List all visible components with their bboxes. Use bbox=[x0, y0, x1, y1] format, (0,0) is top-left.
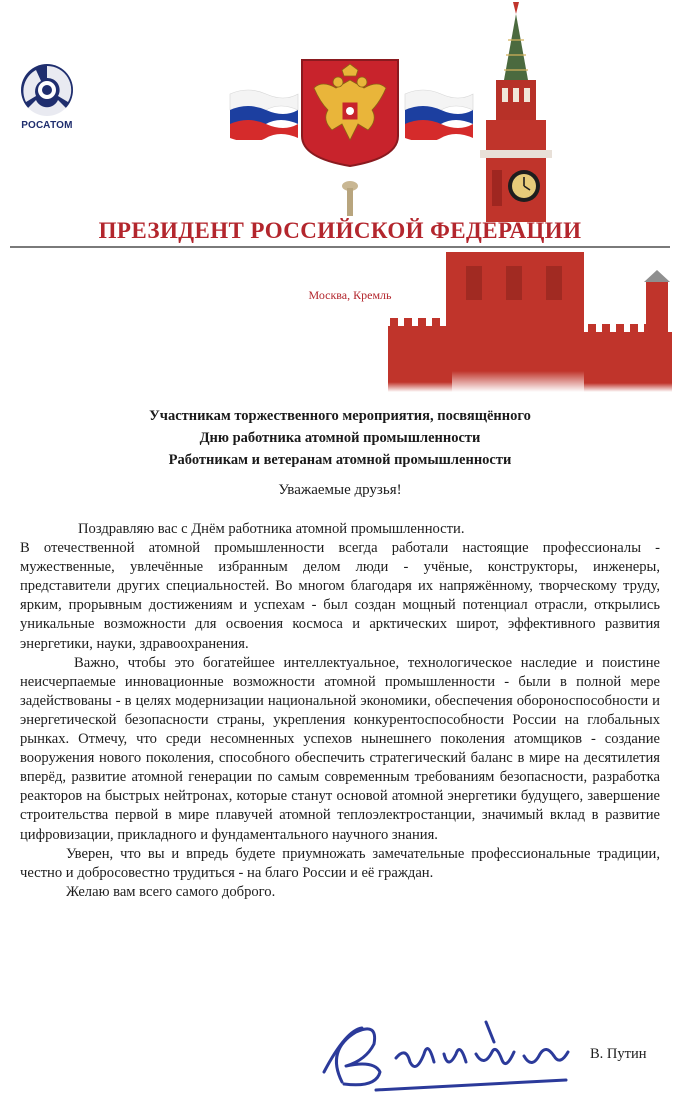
president-title: ПРЕЗИДЕНТ РОССИЙСКОЙ ФЕДЕРАЦИИ bbox=[98, 218, 582, 243]
rosatom-logo-icon bbox=[14, 62, 80, 118]
signer-name: В. Путин bbox=[590, 1046, 647, 1062]
signature-mark bbox=[316, 1010, 576, 1094]
paragraph: Важно, чтобы это богатейшее интеллектуальное, технологическое наследие и поистине неисчерпаемые инновационные возможности атомной промышленности - были в полной мере задействованы - в целях модернизации национальной экономики, обеспечения обороноспособности и энергетической безопасности страны, укрепления конкурентоспособности России на глобальных рынках. Отмечу, что среди несомненных успехов нынешнего поколения атомщиков - создание вооружения нового поколения, способного обеспечить стратегический баланс в мире на десятилетия вперёд, развитие атомной генерации по самым современным требованиям безопасности, разработка реакторов на быстрых нейтронах, которые станут основой атомной энергетики будущего, завершение строительства первой в мире плавучей атомной теплоэлектростанции, значимый вклад в развитие цифровизации, прикладного и фундаментального научного знания. bbox=[20, 654, 660, 843]
flagpole-base bbox=[341, 180, 359, 218]
letter-body bbox=[20, 520, 660, 902]
rosatom-logo-text: РОСАТОМ bbox=[21, 120, 73, 131]
paragraph: В отечественной атомной промышленности всегда работали настоящие профессионалы - мужественные, увлечённые избранным делом люди - учёные, конструкторы, инженеры, представители других специальностей. Во многом благодаря их напряжённому, творческому труду, ярким, прорывным достижениям и успехам - был создан мощный потенциал отрасли, открылись уникальные возможности для освоения космоса и арктических широт, эффективного развития энергетики, науки, здравоохранения. bbox=[20, 540, 660, 652]
addressee-line: Участникам торжественного мероприятия, посвящённого bbox=[149, 408, 531, 424]
rosatom-logo bbox=[14, 62, 80, 131]
addressee-block bbox=[0, 405, 680, 471]
russian-flag-icon bbox=[228, 84, 300, 140]
russian-flag-icon bbox=[403, 84, 475, 140]
paragraph: Желаю вам всего самого доброго. bbox=[66, 883, 276, 900]
salutation: Уважаемые друзья! bbox=[278, 482, 402, 498]
place-line: Москва, Кремль bbox=[308, 288, 392, 302]
paragraph: Уверен, что вы и впредь будете приумножать замечательные профессиональные традиции, честно и добросовестно трудиться - на благо России и её граждан. bbox=[20, 845, 660, 881]
addressee-line: Работникам и ветеранам атомной промышленности bbox=[168, 452, 512, 468]
kremlin-wall-icon bbox=[388, 252, 672, 392]
addressee-line: Дню работника атомной промышленности bbox=[199, 430, 481, 446]
spasskaya-tower-icon bbox=[466, 0, 566, 222]
header-divider bbox=[10, 246, 670, 248]
paragraph: Поздравляю вас с Днём работника атомной промышленности. bbox=[78, 521, 465, 537]
coat-of-arms-icon bbox=[298, 58, 402, 168]
